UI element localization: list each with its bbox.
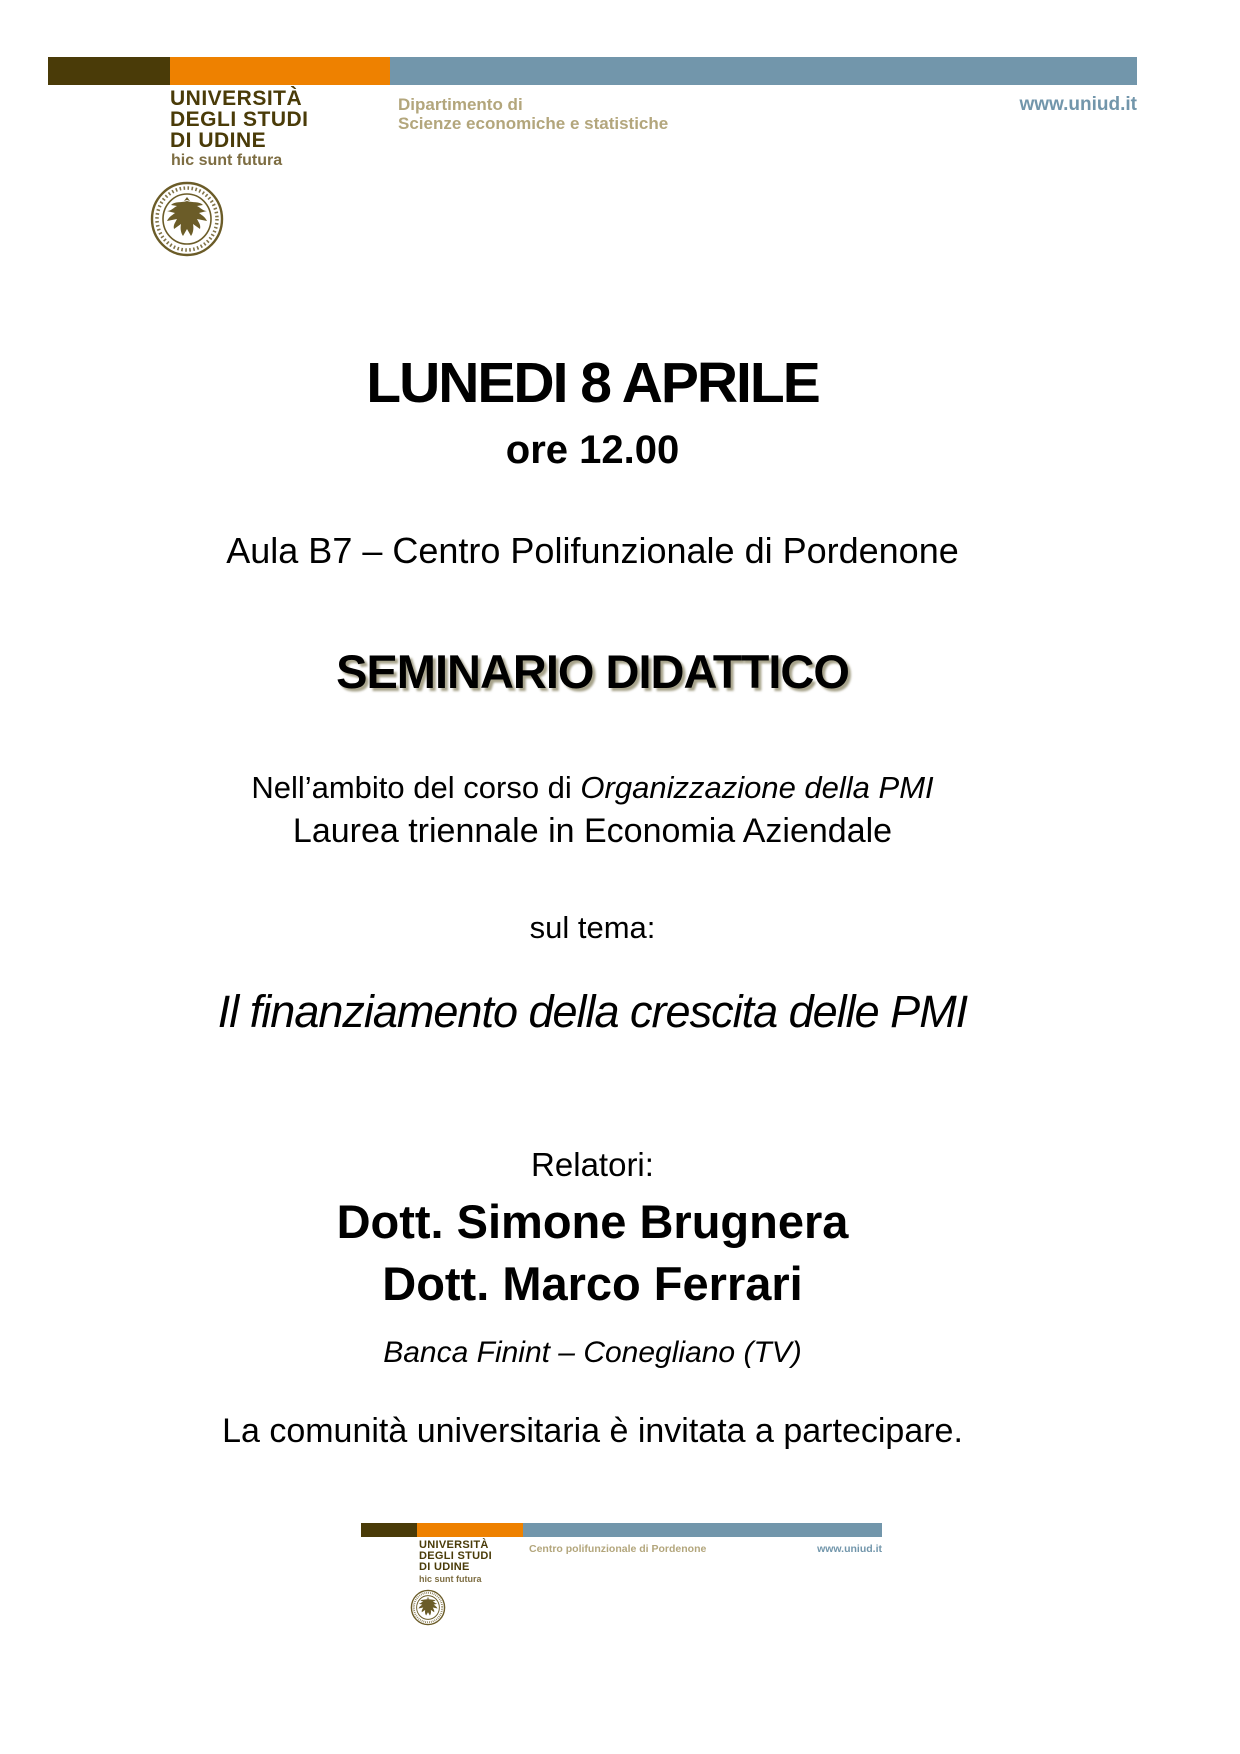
speaker-name: Dott. Simone Brugnera xyxy=(336,1195,849,1248)
degree-line: Laurea triennale in Economia Aziendale xyxy=(292,812,893,850)
event-date: LUNEDI 8 APRILE xyxy=(366,351,819,415)
footer-block xyxy=(361,1523,882,1643)
event-venue: Aula B7 – Centro Polifunzionale di Pordenone xyxy=(226,530,959,571)
footer-website-url: www.uniud.it xyxy=(817,1543,882,1555)
closing-invitation: La comunità universitaria è invitata a partecipare. xyxy=(222,1412,963,1450)
speakers-affiliation: Banca Finint – Conegliano (TV) xyxy=(383,1336,802,1369)
event-type-heading: SEMINARIO DIDATTICO xyxy=(336,645,849,698)
university-motto: hic sunt futura xyxy=(171,152,283,169)
speaker-name: Dott. Marco Ferrari xyxy=(382,1257,803,1310)
university-name-line: UNIVERSITÀ xyxy=(170,87,303,110)
footer-university-wordmark xyxy=(419,1540,492,1573)
department-name-line: Dipartimento di xyxy=(398,95,523,114)
footer-university-name-line: UNIVERSITÀ xyxy=(419,1539,489,1551)
university-name-line: DI UDINE xyxy=(170,129,267,152)
footer-university-motto: hic sunt futura xyxy=(419,1574,482,1584)
website-url: www.uniud.it xyxy=(1019,94,1137,115)
theme-label: sul tema: xyxy=(529,910,656,945)
flyer-body xyxy=(48,0,1137,1754)
footer-color-bar xyxy=(361,1523,882,1537)
seminar-title: Il finanziamento della crescita delle PMI xyxy=(217,986,968,1037)
footer-university-name-line: DEGLI STUDI xyxy=(419,1550,492,1562)
footer-campus-name: Centro polifunzionale di Pordenone xyxy=(529,1543,707,1555)
footer-bar-brown-segment xyxy=(361,1523,417,1537)
footer-university-name-line: DI UDINE xyxy=(419,1561,470,1573)
course-context-prefix: Nell’ambito del corso di xyxy=(251,770,581,805)
speakers-label: Relatori: xyxy=(531,1146,654,1183)
footer-bar-blue-segment xyxy=(523,1523,882,1537)
course-context-line xyxy=(48,770,1137,806)
footer-university-seal-icon xyxy=(410,1589,446,1626)
course-name: Organizzazione della PMI xyxy=(580,770,934,805)
footer-bar-orange-segment xyxy=(417,1523,523,1537)
event-time: ore 12.00 xyxy=(505,428,680,472)
department-name-line: Scienze economiche e statistiche xyxy=(398,114,669,133)
university-name-line: DEGLI STUDI xyxy=(170,108,309,131)
